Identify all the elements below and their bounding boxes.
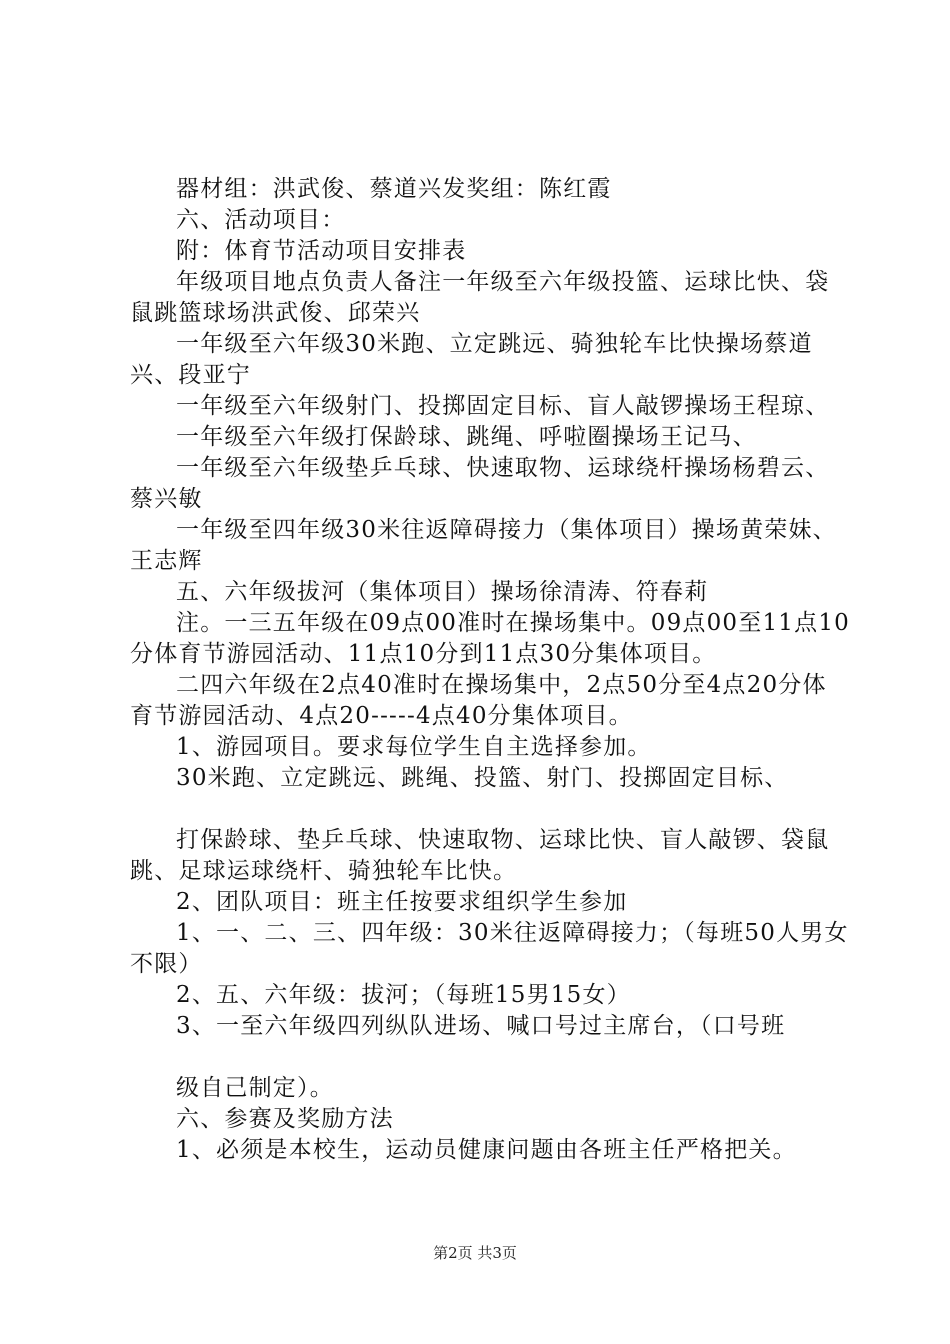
paragraph-team-item-3: 3、一至六年级四列纵队进场、喊口号过主席台，（口号班 — [176, 1013, 786, 1039]
paragraph-note-afternoon: 二四六年级在2点40准时在操场集中，2点50分至4点20分体育节游园活动、4点20-----4点40分集体项目。 — [130, 672, 827, 729]
spacer — [130, 1042, 850, 1073]
paragraph-appendix-title: 附：体育节活动项目安排表 — [176, 238, 467, 264]
paragraph-note-morning: 注。一三五年级在09点00准时在操场集中。09点00至11点10分体育节游园活动、11点10分到11点30分集体项目。 — [130, 610, 850, 667]
paragraph-schedule-row: 一年级至六年级射门、投掷固定目标、盲人敲锣操场王程琼、 — [176, 393, 830, 419]
paragraph-team-item-2: 2、五、六年级：拔河；（每班15男15女） — [176, 982, 631, 1008]
paragraph-garden-list-1: 30米跑、立定跳远、跳绳、投篮、射门、投掷固定目标、 — [176, 765, 789, 791]
paragraph-schedule-row: 一年级至六年级打保龄球、跳绳、呼啦圈操场王记马、 — [176, 424, 757, 450]
paragraph-schedule-row: 一年级至四年级30米往返障碍接力（集体项目）操场黄荣妹、王志辉 — [130, 517, 837, 574]
paragraph-awards-rule-1: 1、必须是本校生，运动员健康问题由各班主任严格把关。 — [176, 1137, 797, 1163]
paragraph-equipment-group: 器材组：洪武俊、蔡道兴发奖组：陈红霞 — [176, 176, 612, 202]
paragraph-team-item-1: 1、一、二、三、四年级：30米往返障碍接力；（每班50人男女不限） — [130, 920, 849, 977]
paragraph-garden-list-2: 打保龄球、垫乒乓球、快速取物、运球比快、盲人敲锣、袋鼠跳、足球运球绕杆、骑独轮车比快。 — [130, 827, 830, 884]
paragraph-section-awards: 六、参赛及奖励方法 — [176, 1106, 394, 1132]
paragraph-schedule-row: 五、六年级拔河（集体项目）操场徐清涛、符春莉 — [176, 579, 709, 605]
page-number-footer: 第2页 共3页 — [433, 1244, 517, 1262]
spacer — [130, 794, 850, 825]
document-body — [130, 174, 850, 1166]
paragraph-team-projects: 2、团队项目：班主任按要求组织学生参加 — [176, 889, 628, 915]
paragraph-section-activities: 六、活动项目： — [176, 207, 346, 233]
paragraph-schedule-row: 一年级至六年级30米跑、立定跳远、骑独轮车比快操场蔡道兴、段亚宁 — [130, 331, 813, 388]
paragraph-team-item-3-cont: 级自己制定）。 — [176, 1075, 334, 1101]
paragraph-schedule-row: 一年级至六年级垫乒乓球、快速取物、运球绕杆操场杨碧云、蔡兴敏 — [130, 455, 830, 512]
paragraph-schedule-header: 年级项目地点负责人备注一年级至六年级投篮、运球比快、袋鼠跳篮球场洪武俊、邱荣兴 — [130, 269, 830, 326]
paragraph-garden-projects: 1、游园项目。要求每位学生自主选择参加。 — [176, 734, 652, 760]
